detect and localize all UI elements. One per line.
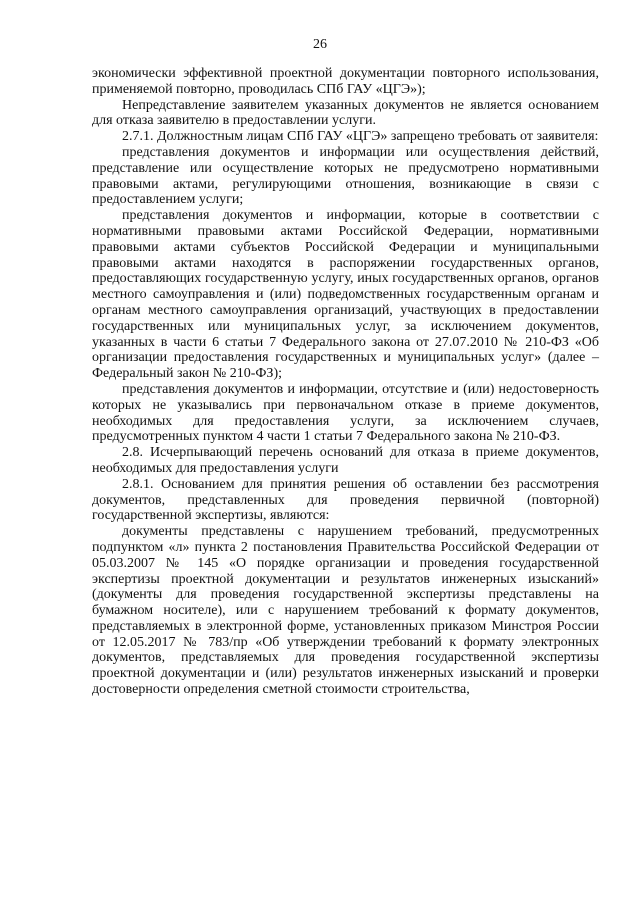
paragraph-2-7-1: 2.7.1. Должностным лицам СПб ГАУ «ЦГЭ» запрещено требовать от заявителя:	[122, 129, 599, 145]
document-body	[92, 66, 599, 698]
paragraph-2-8-heading: 2.8. Исчерпывающий перечень оснований для отказа в приеме документов, необходимых для предоставления услуги	[92, 445, 599, 476]
paragraph-prohibited-actions: представления документов и информации или осуществления действий, представление или осуществление которых не предусмотрено нормативными правовыми актами, регулирующими отношения, возникающие в связи с предоставлением услуги;	[92, 144, 599, 208]
page-number: 26	[313, 37, 327, 52]
paragraph-violation-requirements: документы представлены с нарушением требований, предусмотренных подпунктом «л» пункта 2 постановления Правительства Российской Федерации от 05.03.2007 № 145 «О порядке организации и проведения государственной экспертизы проектной документации и результатов инженерных изысканий» (документы для проведения государственной экспертизы представлены на бумажном носителе), или с нарушением требований к формату документов, представляемых в электронной форме, установленных приказом Минстроя России от 12.05.2017 № 783/пр «Об утверждении требований к формату электронных документов, представляемых для проведения государственной экспертизы проектной документации и (или) результатов инженерных изысканий и проверки достоверности определения сметной стоимости строительства,	[92, 524, 599, 698]
paragraph-continuation: экономически эффективной проектной документации повторного использования, применяемой повторно, проводилась СПб ГАУ «ЦГЭ»);	[92, 66, 599, 97]
paragraph-prohibited-missing-info: представления документов и информации, отсутствие и (или) недостоверность которых не указывались при первоначальном отказе в приеме документов, необходимых для предоставления услуги, за исключением случаев, предусмотренных пунктом 4 части 1 статьи 7 Федерального закона № 210-ФЗ.	[92, 381, 599, 445]
paragraph-2-8-1: 2.8.1. Основанием для принятия решения об оставлении без рассмотрения документов, представленных для проведения первичной (повторной) государственной экспертизы, являются:	[92, 476, 599, 524]
paragraph-prohibited-documents: представления документов и информации, которые в соответствии с нормативными правовыми актами Российской Федерации, нормативными правовыми актами субъектов Российской Федерации и муниципальными правовыми актами находятся в распоряжении государственных органов, предоставляющих государственную услугу, иных государственных органов, органов местного самоуправления и (или) подведомственных государственным органам и органам местного самоуправления организаций, участвующих в предоставлении государственных или муниципальных услуг, за исключением документов, указанных в части 6 статьи 7 Федерального закона от 27.07.2010 № 210-ФЗ «Об организации предоставления государственных и муниципальных услуг» (далее – Федеральный закон № 210-ФЗ);	[92, 208, 599, 382]
paragraph-non-submission: Непредставление заявителем указанных документов не является основанием для отказа заявителю в предоставлении услуги.	[92, 97, 599, 129]
